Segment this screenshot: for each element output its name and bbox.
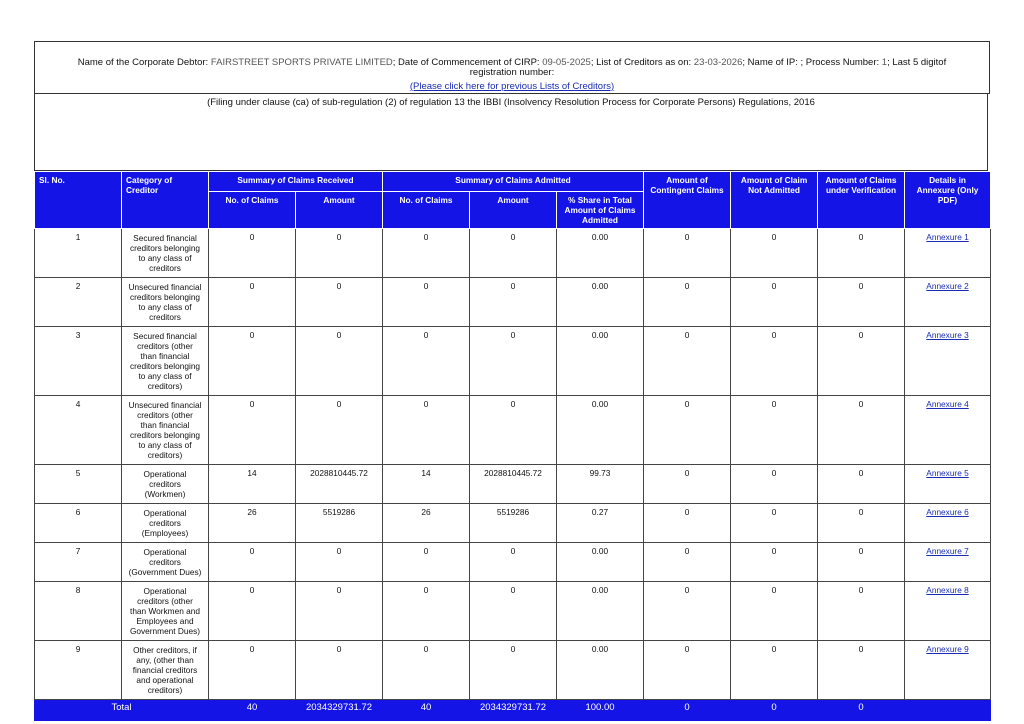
col-received-amount: Amount bbox=[296, 192, 383, 229]
creditors-table bbox=[34, 171, 991, 721]
cell-contingent: 0 bbox=[644, 396, 731, 465]
total-received-no: 40 bbox=[209, 700, 296, 721]
cell-contingent: 0 bbox=[644, 229, 731, 278]
list-of-creditors-sheet bbox=[34, 41, 990, 713]
cell-received-no: 0 bbox=[209, 396, 296, 465]
cell-verification: 0 bbox=[818, 229, 905, 278]
total-admitted-no: 40 bbox=[383, 700, 470, 721]
col-group-admitted: Summary of Claims Admitted bbox=[383, 172, 644, 192]
cell-received-amount: 0 bbox=[296, 229, 383, 278]
cell-not-admitted: 0 bbox=[731, 327, 818, 396]
cell-admitted-amount: 0 bbox=[470, 543, 557, 582]
debtor-name: FAIRSTREET SPORTS PRIVATE LIMITED bbox=[210, 57, 393, 68]
cell-share: 0.27 bbox=[557, 504, 644, 543]
debtor-label: Name of the Corporate Debtor: bbox=[77, 57, 209, 68]
cell-received-no: 0 bbox=[209, 229, 296, 278]
cell-admitted-no: 0 bbox=[383, 641, 470, 700]
total-not-admitted: 0 bbox=[731, 700, 818, 721]
cell-category: Unsecured financial creditors belonging to any class of creditors bbox=[122, 278, 209, 327]
cell-admitted-amount: 0 bbox=[470, 396, 557, 465]
cell-share: 0.00 bbox=[557, 229, 644, 278]
cell-not-admitted: 0 bbox=[731, 396, 818, 465]
cell-sl: 4 bbox=[35, 396, 122, 465]
cell-annexure bbox=[905, 229, 991, 278]
cell-received-no: 0 bbox=[209, 327, 296, 396]
header-info-line bbox=[35, 42, 989, 78]
col-not-admitted: Amount of Claim Not Admitted bbox=[731, 172, 818, 229]
annexure-link[interactable]: Annexure 5 bbox=[926, 468, 969, 478]
cell-admitted-amount: 2028810445.72 bbox=[470, 465, 557, 504]
cell-received-amount: 0 bbox=[296, 327, 383, 396]
cell-received-no: 0 bbox=[209, 582, 296, 641]
col-received-no: No. of Claims bbox=[209, 192, 296, 229]
cell-received-no: 0 bbox=[209, 543, 296, 582]
cell-category: Secured financial creditors belonging to any class of creditors bbox=[122, 229, 209, 278]
col-admitted-no: No. of Claims bbox=[383, 192, 470, 229]
cell-share: 0.00 bbox=[557, 278, 644, 327]
cell-received-no: 26 bbox=[209, 504, 296, 543]
cell-contingent: 0 bbox=[644, 543, 731, 582]
document-header bbox=[34, 41, 990, 94]
cell-received-amount: 0 bbox=[296, 582, 383, 641]
list-date: 23-03-2026 bbox=[693, 57, 743, 68]
cell-admitted-no: 0 bbox=[383, 229, 470, 278]
annexure-link[interactable]: Annexure 3 bbox=[926, 330, 969, 340]
cell-not-admitted: 0 bbox=[731, 278, 818, 327]
cell-admitted-amount: 0 bbox=[470, 641, 557, 700]
cell-category: Operational creditors (Workmen) bbox=[122, 465, 209, 504]
cell-received-amount: 5519286 bbox=[296, 504, 383, 543]
cell-received-amount: 2028810445.72 bbox=[296, 465, 383, 504]
cell-not-admitted: 0 bbox=[731, 641, 818, 700]
process-number: 1 bbox=[881, 57, 888, 68]
cell-received-amount: 0 bbox=[296, 396, 383, 465]
col-group-received: Summary of Claims Received bbox=[209, 172, 383, 192]
cell-not-admitted: 0 bbox=[731, 582, 818, 641]
cirp-label: ; Date of Commencement of CIRP: bbox=[392, 57, 540, 68]
col-admitted-amount: Amount bbox=[470, 192, 557, 229]
cell-received-amount: 0 bbox=[296, 278, 383, 327]
cell-admitted-no: 0 bbox=[383, 582, 470, 641]
cell-share: 0.00 bbox=[557, 582, 644, 641]
table-row bbox=[35, 641, 991, 700]
cell-admitted-no: 0 bbox=[383, 396, 470, 465]
annexure-link[interactable]: Annexure 4 bbox=[926, 399, 969, 409]
cell-admitted-no: 0 bbox=[383, 327, 470, 396]
cell-share: 0.00 bbox=[557, 543, 644, 582]
cell-annexure bbox=[905, 327, 991, 396]
col-sl-no: Sl. No. bbox=[35, 172, 122, 229]
cell-category: Operational creditors (other than Workmen and Employees and Government Dues) bbox=[122, 582, 209, 641]
annexure-link[interactable]: Annexure 9 bbox=[926, 644, 969, 654]
cell-sl: 2 bbox=[35, 278, 122, 327]
cell-admitted-no: 0 bbox=[383, 278, 470, 327]
cell-received-no: 0 bbox=[209, 641, 296, 700]
annexure-link[interactable]: Annexure 8 bbox=[926, 585, 969, 595]
cell-contingent: 0 bbox=[644, 582, 731, 641]
cell-verification: 0 bbox=[818, 582, 905, 641]
process-label: ; Process Number: bbox=[800, 57, 880, 68]
annexure-link[interactable]: Annexure 7 bbox=[926, 546, 969, 556]
cell-annexure bbox=[905, 582, 991, 641]
cell-not-admitted: 0 bbox=[731, 543, 818, 582]
cell-category: Unsecured financial creditors (other than financial creditors belonging to any class of creditors) bbox=[122, 396, 209, 465]
cell-share: 0.00 bbox=[557, 327, 644, 396]
total-annexure-empty bbox=[905, 700, 991, 721]
annexure-link[interactable]: Annexure 1 bbox=[926, 232, 969, 242]
total-row bbox=[35, 700, 991, 721]
cell-sl: 3 bbox=[35, 327, 122, 396]
table-row bbox=[35, 396, 991, 465]
annexure-link[interactable]: Annexure 6 bbox=[926, 507, 969, 517]
cell-sl: 5 bbox=[35, 465, 122, 504]
cell-received-no: 14 bbox=[209, 465, 296, 504]
col-category: Category of Creditor bbox=[122, 172, 209, 229]
cell-not-admitted: 0 bbox=[731, 229, 818, 278]
cell-verification: 0 bbox=[818, 278, 905, 327]
col-annexure: Details in Annexure (Only PDF) bbox=[905, 172, 991, 229]
cell-category: Other creditors, if any, (other than financial creditors and operational creditors) bbox=[122, 641, 209, 700]
cell-annexure bbox=[905, 278, 991, 327]
cell-not-admitted: 0 bbox=[731, 465, 818, 504]
cell-annexure bbox=[905, 504, 991, 543]
total-received-amount: 2034329731.72 bbox=[296, 700, 383, 721]
cell-received-no: 0 bbox=[209, 278, 296, 327]
table-row bbox=[35, 278, 991, 327]
cell-received-amount: 0 bbox=[296, 543, 383, 582]
cell-contingent: 0 bbox=[644, 504, 731, 543]
cell-share: 0.00 bbox=[557, 396, 644, 465]
cell-contingent: 0 bbox=[644, 641, 731, 700]
table-row bbox=[35, 504, 991, 543]
table-row bbox=[35, 582, 991, 641]
ip-label: ; Name of IP: bbox=[742, 57, 798, 68]
cell-contingent: 0 bbox=[644, 278, 731, 327]
previous-lists-link[interactable]: (Please click here for previous Lists of Creditors) bbox=[409, 81, 615, 92]
cell-sl: 8 bbox=[35, 582, 122, 641]
cell-contingent: 0 bbox=[644, 327, 731, 396]
cell-admitted-amount: 0 bbox=[470, 278, 557, 327]
cell-share: 0.00 bbox=[557, 641, 644, 700]
cell-verification: 0 bbox=[818, 465, 905, 504]
cell-sl: 6 bbox=[35, 504, 122, 543]
table-row bbox=[35, 465, 991, 504]
cell-annexure bbox=[905, 543, 991, 582]
cell-verification: 0 bbox=[818, 396, 905, 465]
cell-not-admitted: 0 bbox=[731, 504, 818, 543]
cell-verification: 0 bbox=[818, 504, 905, 543]
cell-verification: 0 bbox=[818, 641, 905, 700]
cell-admitted-no: 0 bbox=[383, 543, 470, 582]
cell-sl: 7 bbox=[35, 543, 122, 582]
last5-label: ; Last 5 digitof registration number: bbox=[469, 57, 947, 78]
cell-received-amount: 0 bbox=[296, 641, 383, 700]
cell-category: Secured financial creditors (other than financial creditors belonging to any class of creditors) bbox=[122, 327, 209, 396]
total-share: 100.00 bbox=[557, 700, 644, 721]
table-row bbox=[35, 543, 991, 582]
cell-admitted-no: 14 bbox=[383, 465, 470, 504]
cell-verification: 0 bbox=[818, 327, 905, 396]
cell-verification: 0 bbox=[818, 543, 905, 582]
cell-admitted-amount: 0 bbox=[470, 327, 557, 396]
list-date-label: ; List of Creditors as on: bbox=[590, 57, 692, 68]
cell-category: Operational creditors (Employees) bbox=[122, 504, 209, 543]
cell-sl: 1 bbox=[35, 229, 122, 278]
cell-admitted-amount: 0 bbox=[470, 229, 557, 278]
annexure-link[interactable]: Annexure 2 bbox=[926, 281, 969, 291]
total-contingent: 0 bbox=[644, 700, 731, 721]
cell-annexure bbox=[905, 396, 991, 465]
total-verification: 0 bbox=[818, 700, 905, 721]
cell-admitted-amount: 0 bbox=[470, 582, 557, 641]
cell-sl: 9 bbox=[35, 641, 122, 700]
cell-share: 99.73 bbox=[557, 465, 644, 504]
cell-annexure bbox=[905, 641, 991, 700]
table-row bbox=[35, 327, 991, 396]
col-under-verification: Amount of Claims under Verification bbox=[818, 172, 905, 229]
total-admitted-amount: 2034329731.72 bbox=[470, 700, 557, 721]
table-row bbox=[35, 229, 991, 278]
cell-contingent: 0 bbox=[644, 465, 731, 504]
cirp-date: 09-05-2025 bbox=[542, 57, 591, 68]
cell-admitted-amount: 5519286 bbox=[470, 504, 557, 543]
cell-admitted-no: 26 bbox=[383, 504, 470, 543]
col-contingent: Amount of Contingent Claims bbox=[644, 172, 731, 229]
col-share: % Share in Total Amount of Claims Admitted bbox=[557, 192, 644, 229]
filing-note: (Filing under clause (ca) of sub-regulation (2) of regulation 13 the IBBI (Insolvency Resolution Process for Corporate Persons) Regulations, 2016 bbox=[34, 93, 988, 171]
cell-category: Operational creditors (Government Dues) bbox=[122, 543, 209, 582]
cell-annexure bbox=[905, 465, 991, 504]
total-label: Total bbox=[35, 700, 209, 721]
